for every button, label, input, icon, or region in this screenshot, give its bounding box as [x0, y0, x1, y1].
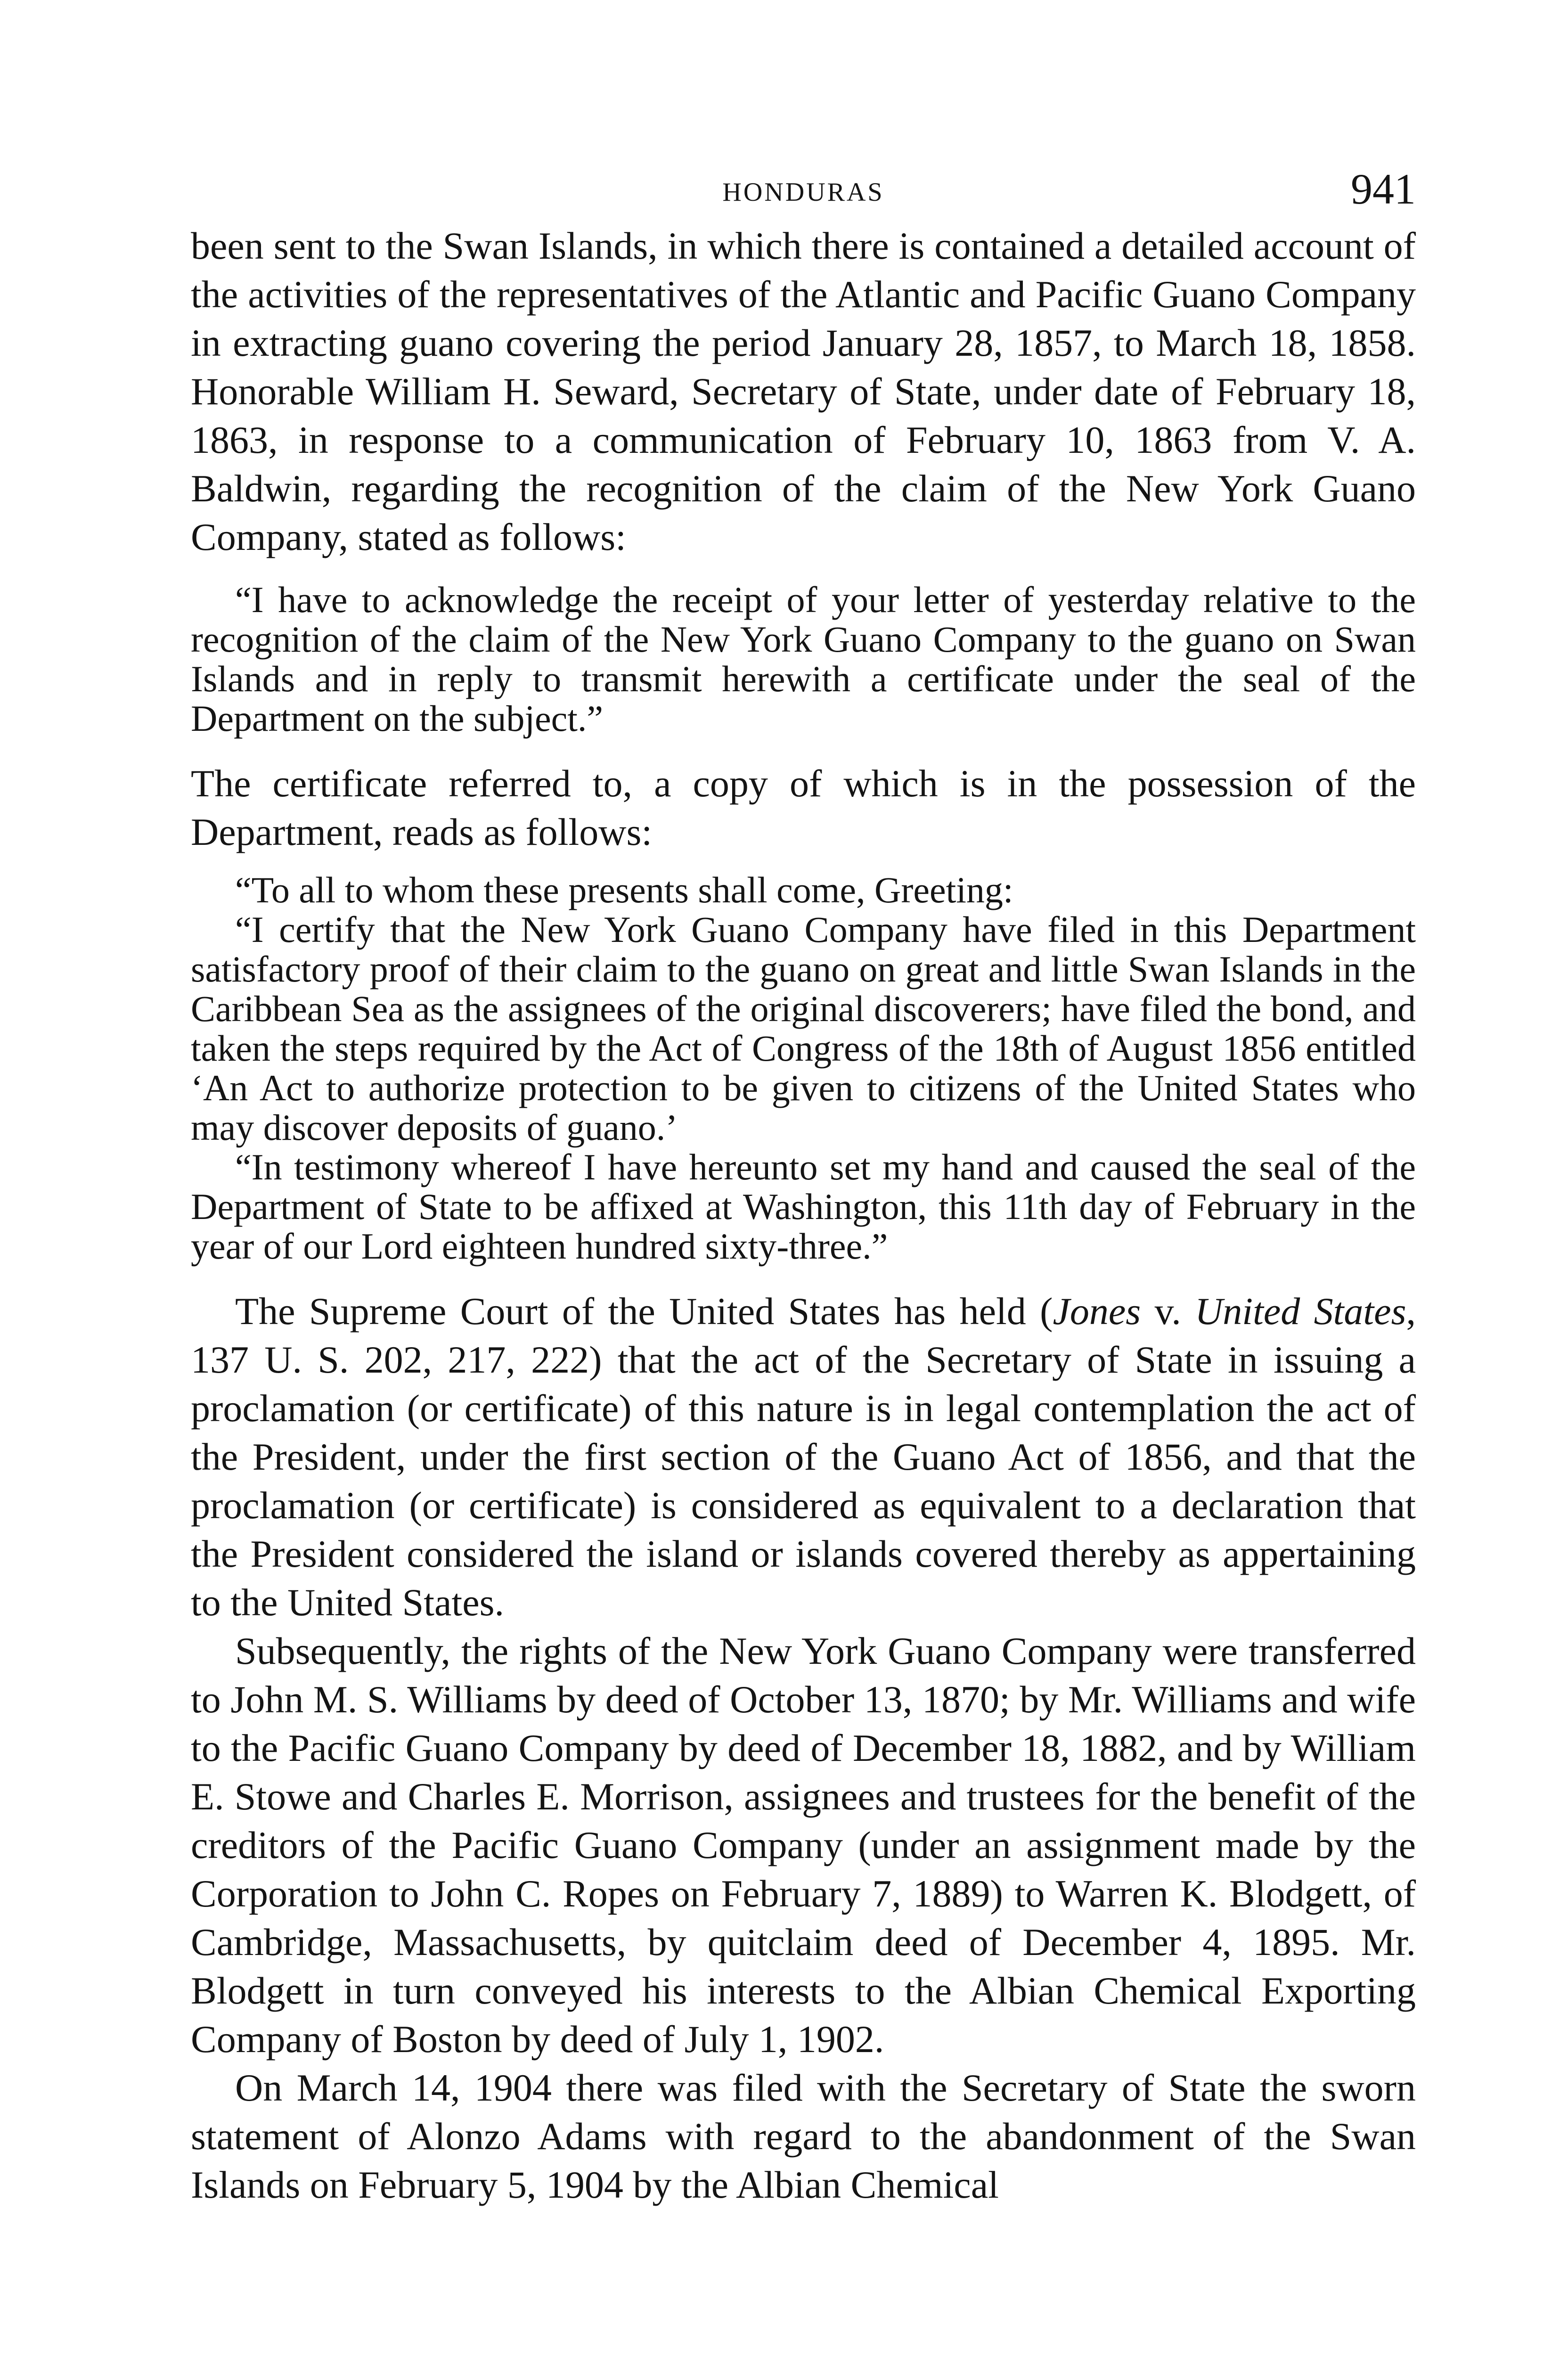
running-title: HONDURAS	[722, 178, 884, 207]
certificate-body: “I certify that the New York Guano Company have filed in this Department satisfactory proof of their claim to the guano on great and little Swan Islands in the Caribbean Sea as the assignees of the original discoverers; have filed the bond, and taken the steps required by the Act of Congress of the 18th of August 1856 entitled ‘An Act to authorize protection to be given to citizens of the United States who may discover deposits of guano.’	[191, 909, 1416, 1148]
case-versus: v.	[1141, 1290, 1195, 1333]
case-name-united-states: United States	[1195, 1290, 1406, 1333]
page-number: 941	[1351, 165, 1416, 213]
case-name-jones: Jones	[1053, 1290, 1141, 1333]
block-quote-certificate	[191, 870, 1416, 1266]
certificate-greeting: “To all to whom these presents shall come, Greeting:	[235, 869, 1013, 910]
document-page	[191, 155, 1416, 2209]
paragraph-abandonment-statement: On March 14, 1904 there was filed with the Secretary of State the sworn statement of Alonzo Adams with regard to the abandonment of the Swan Islands on February 5, 1904 by the Albian Chemical	[191, 2066, 1416, 2206]
supreme-court-text-before-case: The Supreme Court of the United States has held (	[235, 1290, 1053, 1333]
paragraph-supreme-court	[191, 1287, 1416, 1627]
paragraph-transfer-of-rights: Subsequently, the rights of the New York Guano Company were transferred to John M. S. Williams by deed of October 13, 1870; by Mr. Williams and wife to the Pacific Guano Company by deed of December 18, 1882, and by William E. Stowe and Charles E. Morrison, assignees and trustees for the benefit of the creditors of the Pacific Guano Company (under an assignment made by the Corporation to John C. Ropes on February 7, 1889) to Warren K. Blodgett, of Cambridge, Massachusetts, by quitclaim deed of December 4, 1895. Mr. Blodgett in turn conveyed his interests to the Albian Chemical Exporting Company of Boston by deed of July 1, 1902.	[191, 1629, 1416, 2061]
paragraph-certificate-intro: The certificate referred to, a copy of which is in the possession of the Department, reads as follows:	[191, 762, 1416, 853]
running-header	[191, 155, 1416, 221]
block-quote-seward: “I have to acknowledge the receipt of your letter of yesterday relative to the recognition of the claim of the New York Guano Company to the guano on Swan Islands and in reply to transmit herewith a certificate under the seal of the Department on the subject.”	[191, 579, 1416, 739]
supreme-court-text-after-case: , 137 U. S. 202, 217, 222) that the act of the Secretary of State in issuing a proclamation (or certificate) of this nature is in legal contemplation the act of the President, under the first section of the Guano Act of 1856, and that the proclamation (or certificate) is considered as equivalent to a declaration that the President considered the island or islands covered thereby as appertaining to the United States.	[191, 1290, 1416, 1624]
paragraph-seward-letter-context: been sent to the Swan Islands, in which there is contained a detailed account of the activities of the representatives of the Atlantic and Pacific Guano Company in extracting guano covering the period January 28, 1857, to March 18, 1858. Honorable William H. Seward, Secretary of State, under date of February 18, 1863, in response to a communication of February 10, 1863 from V. A. Baldwin, regarding the recognition of the claim of the New York Guano Company, stated as follows:	[191, 224, 1416, 558]
certificate-testimony: “In testimony whereof I have hereunto set my hand and caused the seal of the Department of State to be affixed at Washington, this 11th day of February in the year of our Lord eighteen hundred sixty-three.”	[191, 1146, 1416, 1267]
